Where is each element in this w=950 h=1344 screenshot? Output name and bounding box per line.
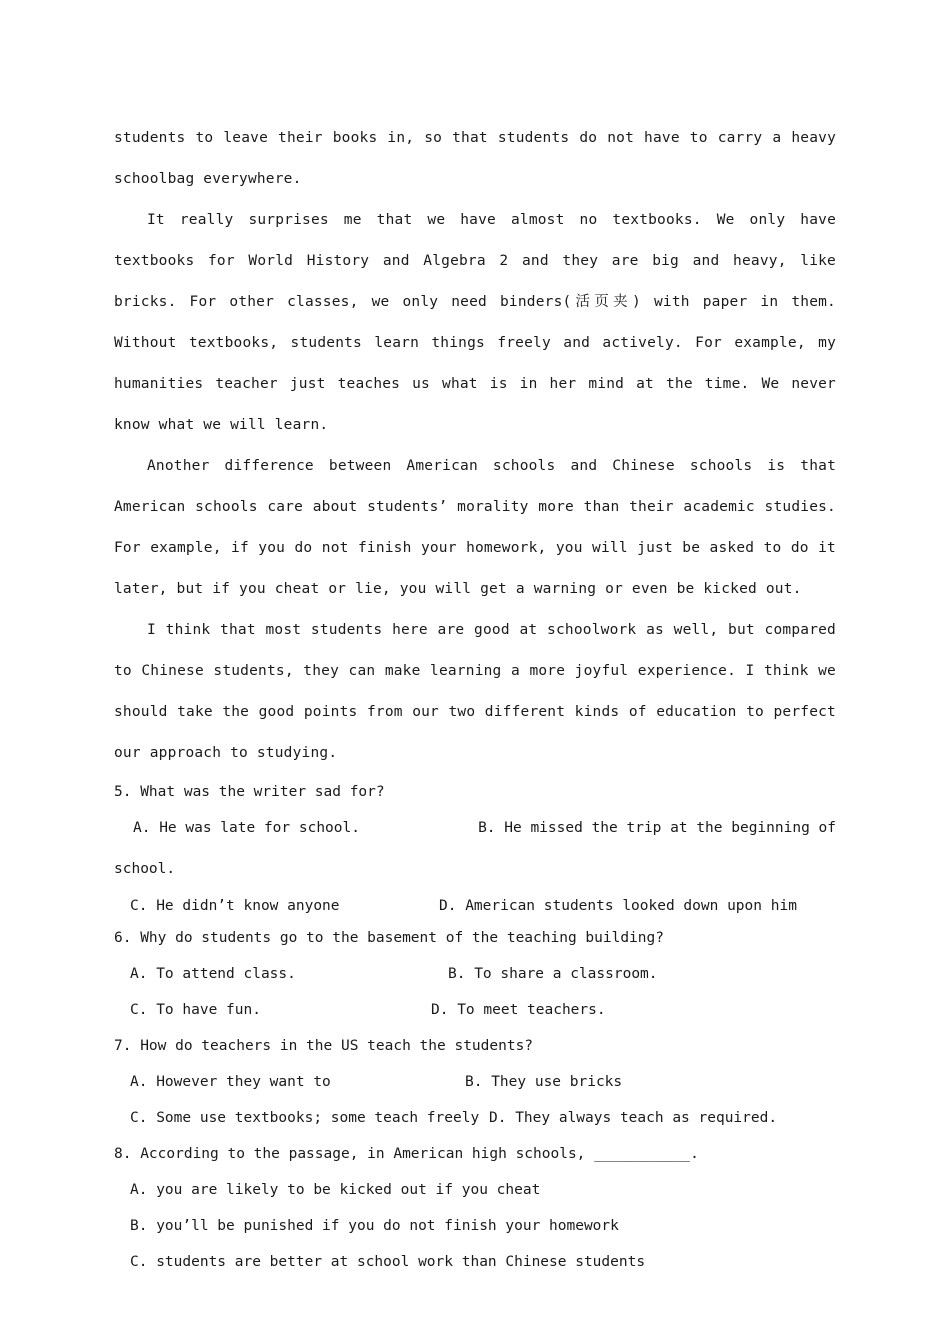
question-6-option-c: C. To have fun. [130,1002,261,1018]
question-7 [114,1028,836,1136]
question-5-row-ab [114,810,836,846]
question-5-option-a: A. He was late for school. [133,820,360,836]
passage-paragraph-1: students to leave their books in, so that students do not have to carry a heavy schoolbag everywhere. [114,130,836,187]
question-6-option-b: B. To share a classroom. [448,966,658,982]
question-7-option-b: B. They use bricks [465,1074,623,1090]
question-5 [114,774,836,920]
question-8 [114,1136,836,1280]
question-7-stem: 7. How do teachers in the US teach the students? [114,1038,534,1054]
question-8-option-a: A. you are likely to be kicked out if you cheat [130,1182,541,1198]
question-8-option-c: C. students are better at school work than Chinese students [130,1254,646,1270]
passage-paragraph-3: Another difference between American schools and Chinese schools is that American schools care about students’ morality more than their academic studies. For example, if you do not finish your homework, you will just be asked to do it later, but if you cheat or lie, you will get a warning or even be kicked out. [114,458,836,597]
question-5-option-b-continued: school. [114,861,176,877]
passage-paragraph-4: I think that most students here are good at schoolwork as well, but compared to Chinese students, they can make learning a more joyful experience. I think we should take the good points from our two different kinds of education to perfect our approach to studying. [114,622,836,761]
question-6-option-a: A. To attend class. [130,966,296,982]
passage-paragraph-2: It really surprises me that we have almost no textbooks. We only have textbooks for World History and Algebra 2 and they are big and heavy, like bricks. For other classes, we only need binders(活页夹) with paper in them. Without textbooks, students learn things freely and actively. For example, my humanities teacher just teaches us what is in her mind at the time. We never know what we will learn. [114,212,836,433]
question-6-row-ab [114,956,836,992]
question-6-row-cd [114,992,836,1028]
question-5-option-d: D. American students looked down upon him [439,898,797,914]
question-7-option-a: A. However they want to [130,1074,331,1090]
question-5-option-c: C. He didn’t know anyone [130,898,340,914]
question-6-stem: 6. Why do students go to the basement of the teaching building? [114,930,664,946]
question-6-option-d: D. To meet teachers. [431,1002,606,1018]
question-7-row-ab [114,1064,836,1100]
question-7-option-c: C. Some use textbooks; some teach freely [130,1110,480,1126]
question-8-stem: 8. According to the passage, in American high schools, ___________. [114,1146,699,1162]
question-8-option-b: B. you’ll be punished if you do not finish your homework [130,1218,619,1234]
question-5-option-b: B. He missed the trip at the beginning of [478,820,836,836]
question-7-option-d: D. They always teach as required. [489,1110,778,1126]
document-page [114,118,836,1280]
question-6 [114,920,836,1028]
question-5-stem: 5. What was the writer sad for? [114,784,385,800]
question-5-row-cd [114,892,836,920]
question-7-row-cd [114,1100,836,1136]
